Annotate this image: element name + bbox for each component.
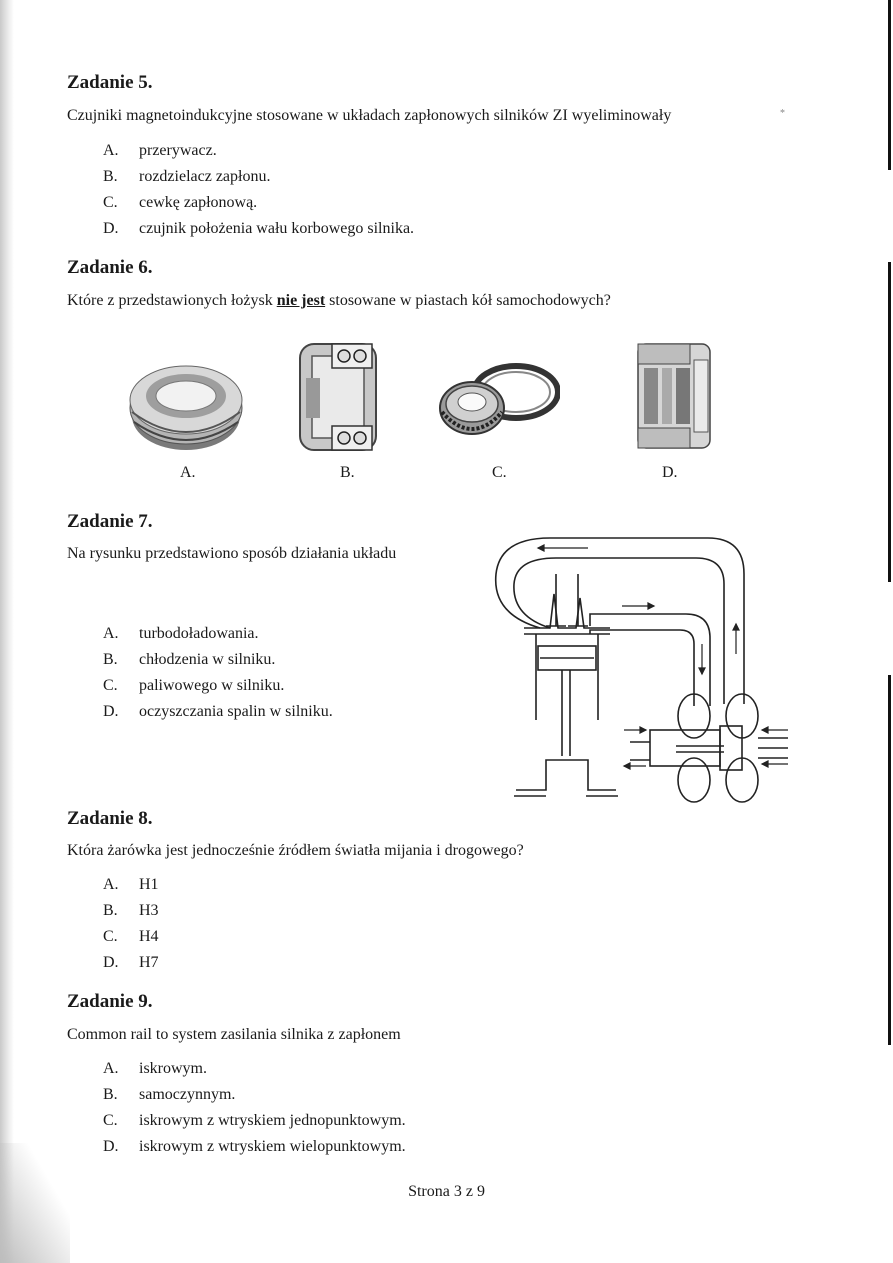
image-label-b: B. [340,464,355,481]
answer-option: B. chłodzenia w silniku. [103,651,276,668]
task-8-title: Zadanie 8. [67,808,153,829]
answer-option: D. oczyszczania spalin w silniku. [103,703,333,720]
answer-option: A. iskrowym. [103,1060,207,1077]
image-label-d: D. [662,464,678,481]
task-5-title: Zadanie 5. [67,72,153,93]
question-emphasis: nie jest [276,292,326,309]
scan-corner-shadow [0,1143,70,1263]
thrust-bearing-image [128,352,244,458]
answer-option: A. przerywacz. [103,142,217,159]
task-7-answers [103,621,333,725]
task-6-question: Które z przedstawionych łożysk nie jest stosowane w piastach kół samochodowych? [67,292,611,309]
task-7-title: Zadanie 7. [67,511,153,532]
ball-bearing-image [296,338,380,456]
turbocharger-diagram [490,534,790,804]
answer-option: C. cewkę zapłonową. [103,194,258,211]
scan-edge-shadow [0,0,14,1263]
answer-option: C. paliwowego w silniku. [103,677,285,694]
answer-option: C. H4 [103,928,159,945]
tapered-roller-bearing-image [436,360,560,442]
answer-option: A. turbodoładowania. [103,625,259,642]
answer-option: D. czujnik położenia wału korbowego silnika. [103,220,415,237]
task-5-question: Czujniki magnetoindukcyjne stosowane w układach zapłonowych silników ZI wyeliminowały [67,107,672,124]
answer-option: C. iskrowym z wtryskiem jednopunktowym. [103,1112,406,1129]
scan-speck: * [780,108,785,119]
task-9-question: Common rail to system zasilania silnika z zapłonem [67,1026,401,1043]
answer-option: B. samoczynnym. [103,1086,236,1103]
answer-option: D. H7 [103,954,159,971]
task-6-title: Zadanie 6. [67,257,153,278]
scan-edge-bar [888,262,891,582]
scan-edge-bar [888,0,891,170]
task-8-answers [103,872,159,976]
task-7-question: Na rysunku przedstawiono sposób działania układu [67,545,397,562]
task-9-answers [103,1056,406,1160]
image-label-c: C. [492,464,507,481]
task-8-question: Która żarówka jest jednocześnie źródłem światła mijania i drogowego? [67,842,524,859]
cylindrical-roller-bearing-image [634,340,714,452]
task-5-answers [103,138,414,242]
answer-option: D. iskrowym z wtryskiem wielopunktowym. [103,1138,406,1155]
answer-option: B. H3 [103,902,159,919]
page-number: Strona 3 z 9 [408,1183,485,1200]
task-9-title: Zadanie 9. [67,991,153,1012]
image-label-a: A. [180,464,196,481]
scan-edge-bar [888,675,891,1045]
answer-option: A. H1 [103,876,159,893]
answer-option: B. rozdzielacz zapłonu. [103,168,271,185]
